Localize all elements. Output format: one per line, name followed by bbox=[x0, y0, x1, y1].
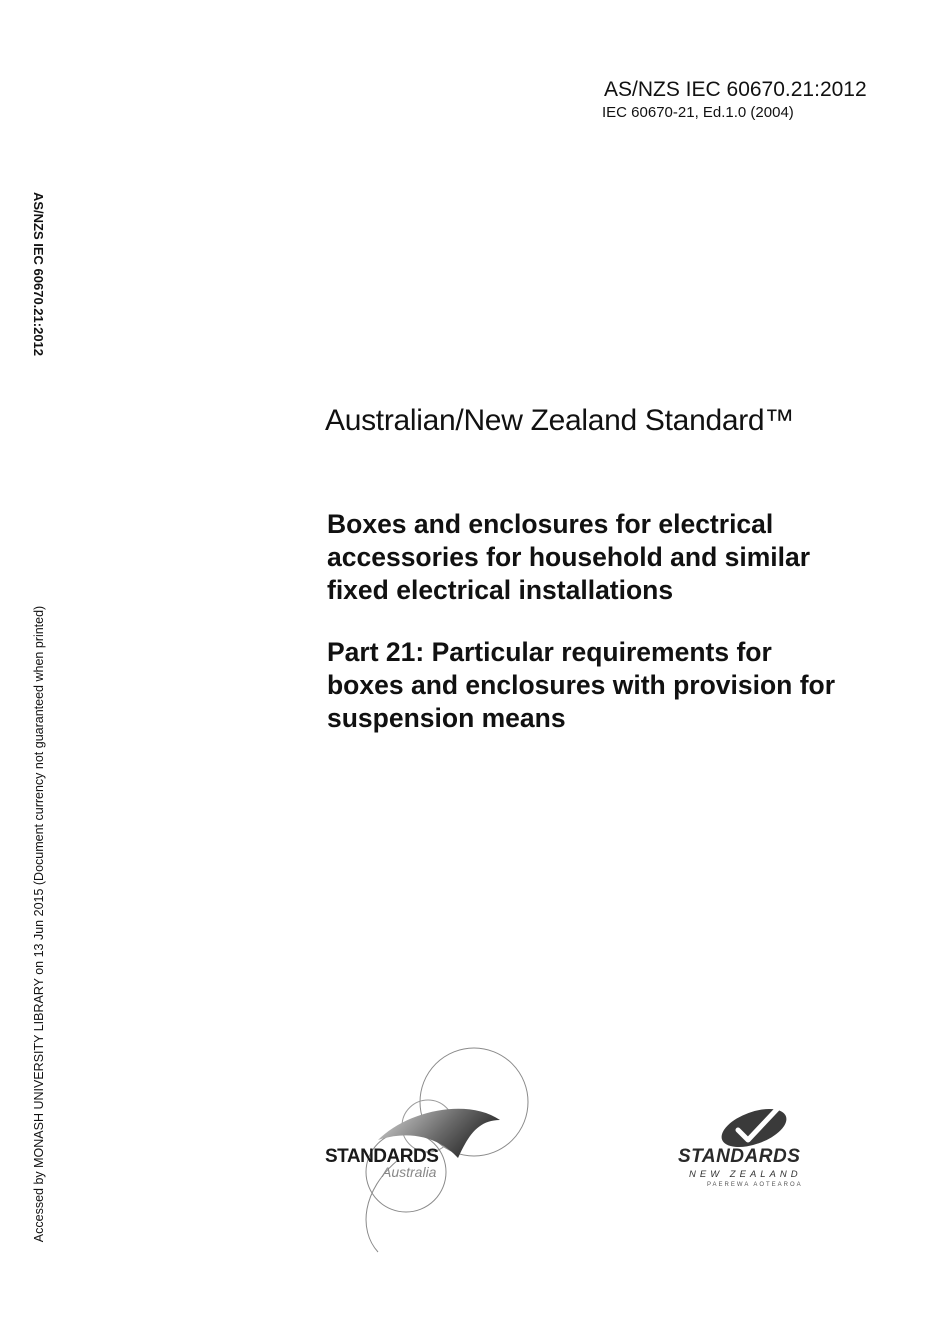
title-line: accessories for household and similar bbox=[327, 542, 811, 572]
standards-australia-sub: Australia bbox=[382, 1164, 437, 1180]
checkmark-emblem-icon bbox=[676, 1100, 836, 1150]
standard-type: Australian/New Zealand Standard™ bbox=[325, 404, 794, 437]
title-line: fixed electrical installations bbox=[327, 575, 674, 605]
part-line: boxes and enclosures with provision for bbox=[327, 670, 836, 700]
standards-australia-logo bbox=[318, 1040, 548, 1260]
standards-nz-maori: PAEREWA AOTEAROA bbox=[707, 1182, 803, 1188]
standards-nz-country: NEW ZEALAND bbox=[689, 1169, 802, 1180]
part-line: suspension means bbox=[327, 703, 566, 733]
standards-nz-word: STANDARDS bbox=[678, 1146, 801, 1167]
standards-nz-logo bbox=[676, 1100, 836, 1200]
standard-number: AS/NZS IEC 60670.21:2012 bbox=[604, 78, 867, 101]
part-line: Part 21: Particular requirements for bbox=[327, 637, 772, 667]
access-note: Accessed by MONASH UNIVERSITY LIBRARY on 13 Jun 2015 (Document currency not guaranteed when printed) bbox=[32, 605, 46, 1243]
side-standard-number: AS/NZS IEC 60670.21:2012 bbox=[31, 191, 46, 357]
title-line: Boxes and enclosures for electrical bbox=[327, 509, 774, 539]
iec-reference: IEC 60670-21, Ed.1.0 (2004) bbox=[602, 104, 794, 121]
standards-australia-word: STANDARDS bbox=[325, 1146, 439, 1167]
part-title bbox=[327, 636, 907, 735]
document-title bbox=[327, 508, 907, 607]
